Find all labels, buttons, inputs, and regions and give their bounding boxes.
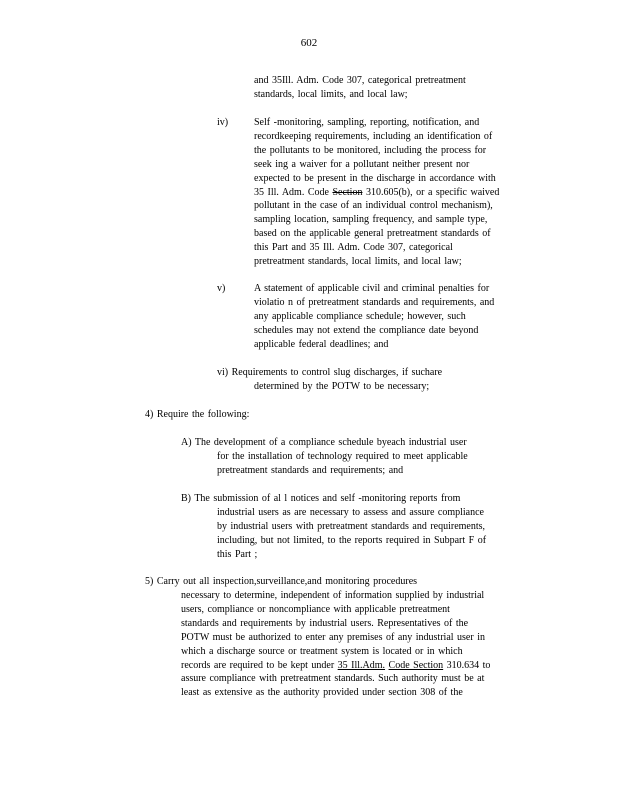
text-line: including, but not limited, to the reports required in Subpart F of [217, 534, 487, 546]
text-line: industrial users as are necessary to assess and assure compliance [217, 507, 484, 518]
text-segment: records are required to be kept under [181, 659, 338, 671]
text-line: expected to be present in the discharge in accordance with [254, 172, 496, 184]
item-iv-label: iv) [217, 117, 229, 128]
text-line: assure compliance with pretreatment standards. Such authority must be at [181, 673, 485, 685]
text-line: for the installation of technology required to meet applicable [217, 451, 468, 462]
text-line: based on the applicable general pretreatment standards of [254, 228, 491, 240]
text-line: least as extensive as the authority provided under section 308 of the [181, 687, 463, 699]
text-line: and 35Ill. Adm. Code 307, categorical pretreatment [254, 75, 466, 86]
item-vi-first-line [217, 366, 442, 380]
text-line: vi) Requirements to control slug discharges, if suchare [217, 367, 443, 378]
text-line: this Part ; [217, 548, 258, 560]
item-5-continuation [181, 589, 490, 700]
item-v-paragraph [254, 282, 494, 352]
text-line: the pollutants to be monitored, including the process for [254, 144, 487, 156]
text-line: pollutant in the case of an individual control mechanism), [254, 200, 493, 212]
item-4b-continuation [217, 506, 486, 562]
item-4b-first-line [181, 492, 460, 506]
underlined-text: Code Section [388, 659, 444, 671]
text-line: 4) Require the following: [145, 409, 250, 420]
text-line: pretreatment standards and requirements; and [217, 464, 404, 476]
text-line: recordkeeping requirements, including an identification of [254, 130, 493, 142]
text-segment: 310.634 to [443, 659, 491, 671]
text-line: schedules may not extend the compliance date beyond [254, 324, 479, 336]
text-segment: 310.605(b), or a specific waived [362, 186, 500, 198]
item-4a-first-line [181, 436, 467, 450]
item-v-label: v) [217, 283, 226, 294]
intro-paragraph [254, 74, 466, 102]
text-line: 5) Carry out all inspection,surveillance,and monitoring procedures [145, 576, 418, 587]
item-iv-paragraph [254, 116, 499, 269]
text-line: which a discharge source or treatment system is located or in which [181, 645, 463, 657]
text-line: sampling location, sampling frequency, and sample type, [254, 214, 488, 226]
text-line: POTW must be authorized to enter any premises of any industrial user in [181, 631, 485, 643]
text-line: B) The submission of al l notices and self -monitoring reports from [181, 493, 461, 504]
text-line: users, compliance or noncompliance with applicable pretreatment [181, 603, 450, 615]
text-segment: 35 Ill. Adm. Code [254, 186, 333, 198]
text-line: A) The development of a compliance schedule byeach industrial user [181, 437, 467, 448]
text-line: by industrial users with pretreatment standards and requirements, [217, 520, 486, 532]
text-line: this Part and 35 Ill. Adm. Code 307, categorical [254, 242, 453, 254]
underlined-text: 35 Ill.Adm. [337, 659, 386, 671]
text-line: any applicable compliance schedule; however, such [254, 310, 466, 322]
text-line: standards and requirements by industrial users. Representatives of the [181, 617, 469, 629]
text-line: violatio n of pretreatment standards and requirements, and [254, 296, 495, 308]
item-5-first-line [145, 575, 417, 589]
text-line: seek ing a waiver for a pollutant neither present nor [254, 158, 470, 170]
text-line: pretreatment standards, local limits, and local law; [254, 256, 462, 268]
text-line-with-underline [181, 659, 490, 673]
text-line: determined by the POTW to be necessary; [254, 381, 430, 392]
struck-text: Section [332, 186, 363, 198]
text-line: Self -monitoring, sampling, reporting, notification, and [254, 117, 480, 128]
text-line-with-strike [254, 186, 499, 200]
item-4-heading [145, 408, 249, 422]
item-vi-continuation [254, 380, 429, 394]
text-line: necessary to determine, independent of information supplied by industrial [181, 590, 485, 601]
text-line: applicable federal deadlines; and [254, 338, 389, 350]
page-number: 602 [300, 37, 318, 49]
item-4a-continuation [217, 450, 468, 478]
text-line: standards, local limits, and local law; [254, 88, 408, 100]
text-line: A statement of applicable civil and criminal penalties for [254, 283, 490, 294]
